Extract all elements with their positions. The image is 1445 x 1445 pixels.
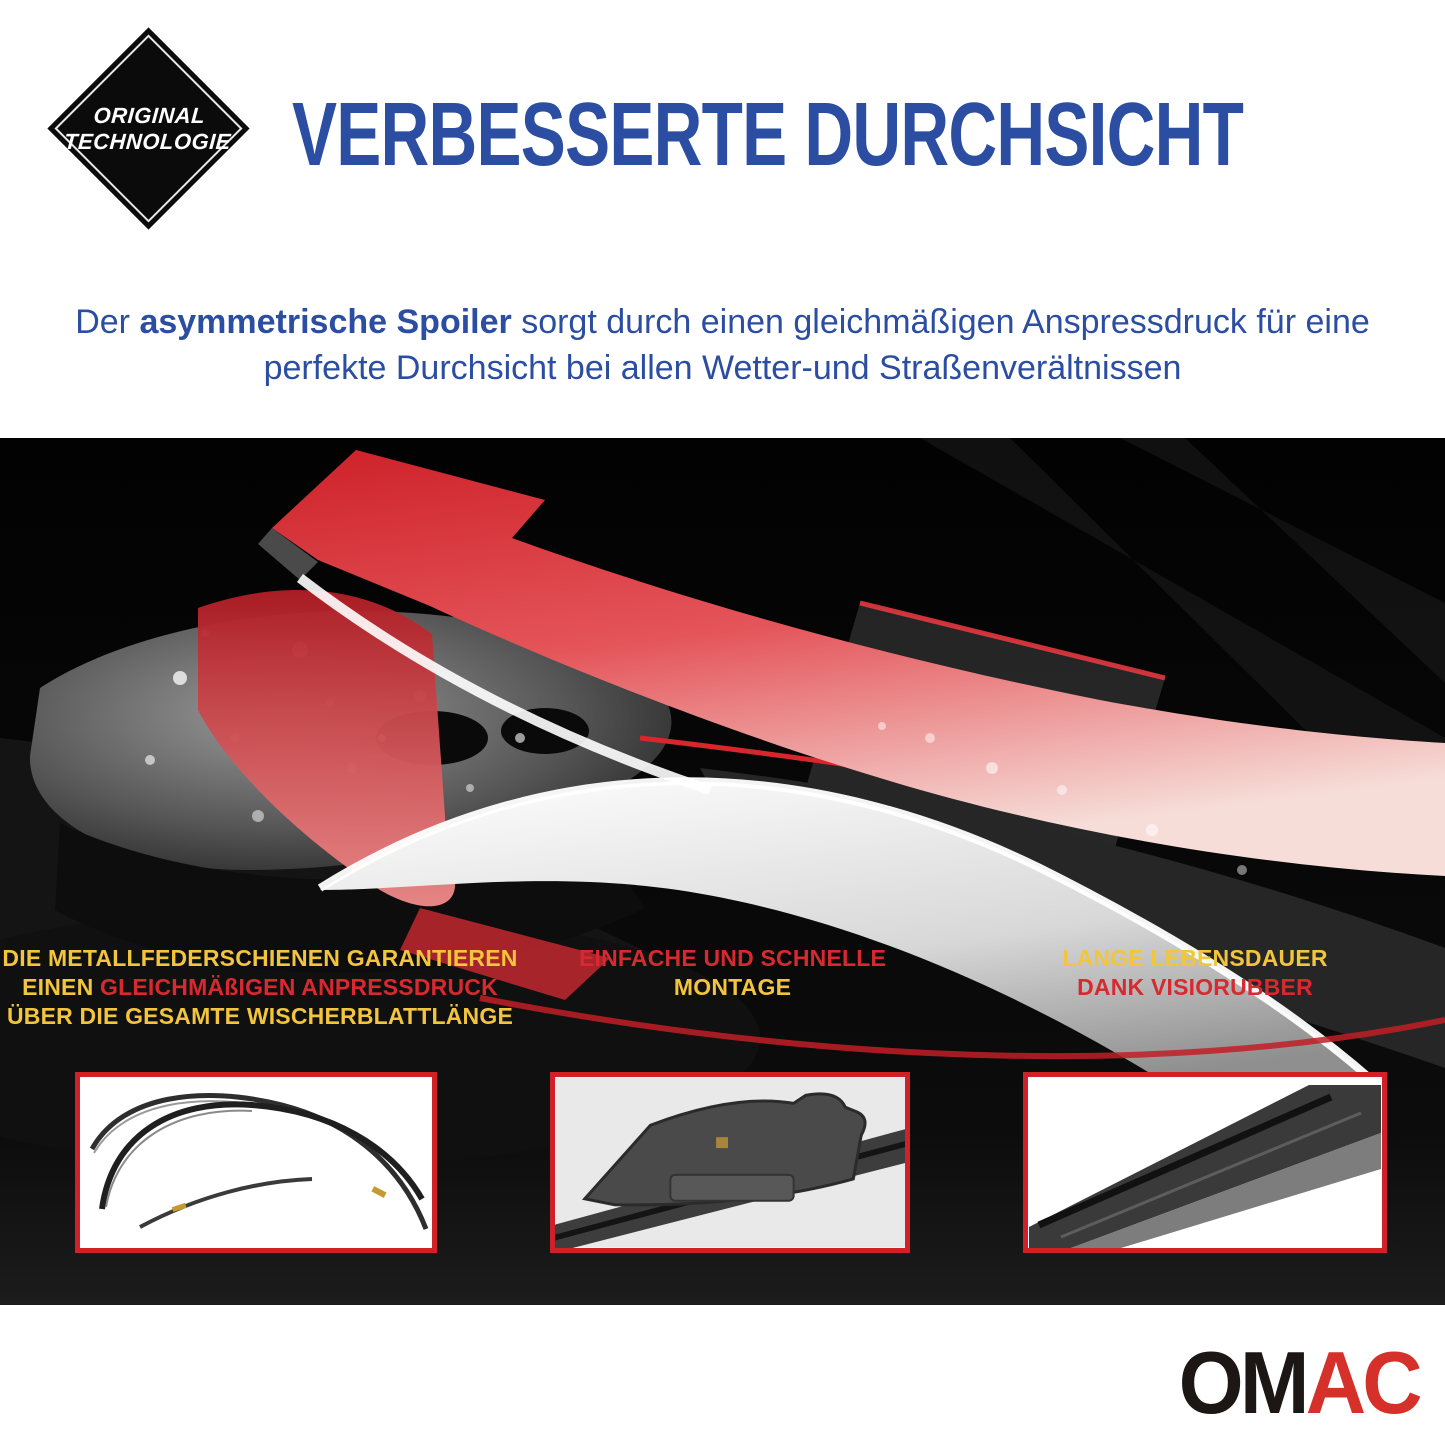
omac-logo-black-letters: OM — [1178, 1333, 1306, 1432]
feature-mid-line2: MONTAGE — [673, 974, 792, 1000]
intro-line2: perfekte Durchsicht bei allen Wetter-und Straßenverältnissen — [263, 348, 1182, 387]
intro-line1-bold: asymmetrische Spoiler — [139, 303, 512, 341]
thumbnail-rubber-strip — [1023, 1072, 1387, 1253]
feature-left-line3: ÜBER DIE GESAMTE WISCHERBLATTLÄNGE — [7, 1003, 513, 1029]
badge-text — [40, 27, 257, 230]
feature-long-life — [945, 944, 1445, 1031]
feature-easy-montage — [520, 944, 945, 1031]
feature-right-line2: DANK VISIORUBBER — [1077, 974, 1313, 1000]
intro-paragraph — [0, 300, 1445, 391]
feature-left-line1: DIE METALLFEDERSCHIENEN GARANTIEREN — [2, 945, 518, 971]
thumbnail-adapter — [550, 1072, 910, 1253]
omac-logo — [1178, 1333, 1419, 1432]
feature-right-line1: LANGE LEBENSDAUER — [1062, 945, 1328, 971]
hero-photo — [0, 438, 1445, 1305]
intro-line1-pre: Der — [75, 303, 140, 341]
badge-line1: ORIGINAL — [92, 102, 207, 128]
feature-metal-rails — [0, 944, 520, 1031]
page-title: VERBESSERTE DURCHSICHT — [292, 85, 1244, 185]
feature-left-line2a: EINEN — [22, 974, 100, 1000]
feature-mid-line1: EINFACHE UND SCHNELLE — [578, 945, 887, 971]
omac-logo-red-letters: AC — [1305, 1333, 1419, 1432]
feature-captions — [0, 944, 1445, 1031]
spring-rails-illustration — [80, 1077, 432, 1248]
intro-line1-post: sorgt durch einen gleichmäßigen Anspressdruck für eine — [511, 303, 1370, 341]
wiper-adapter-illustration — [555, 1077, 905, 1248]
thumbnail-spring-rails — [75, 1072, 437, 1253]
original-technologie-badge — [47, 27, 250, 230]
rubber-strip-illustration — [1028, 1077, 1382, 1248]
badge-line2: TECHNOLOGIE — [63, 128, 232, 154]
feature-left-line2b: GLEICHMÄßIGEN ANPRESSDRUCK — [99, 974, 498, 1000]
